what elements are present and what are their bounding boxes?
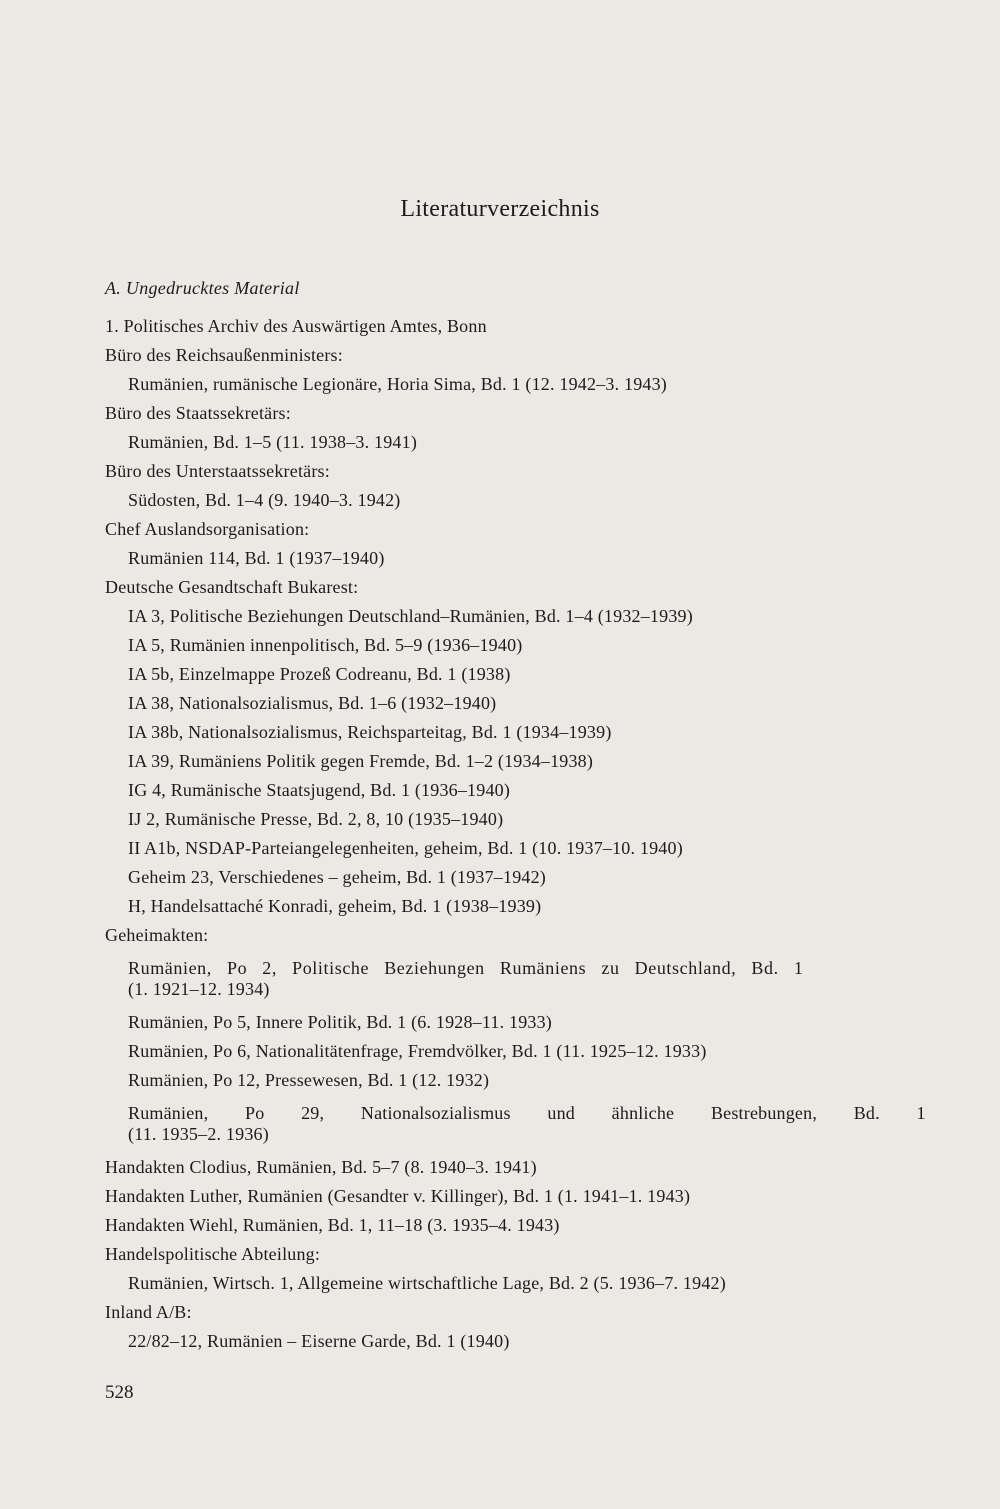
list-item: Rumänien, Po 5, Innere Politik, Bd. 1 (6. 1928–11. 1933) — [128, 1012, 553, 1032]
list-item: Rumänien, Wirtsch. 1, Allgemeine wirtschaftliche Lage, Bd. 2 (5. 1936–7. 1942) — [128, 1273, 726, 1293]
list-item: 22/82–12, Rumänien – Eiserne Garde, Bd. 1 (1940) — [128, 1331, 510, 1351]
list-item: Rumänien, Bd. 1–5 (11. 1938–3. 1941) — [128, 432, 418, 452]
list-item: Handakten Luther, Rumänien (Gesandter v. Killinger), Bd. 1 (1. 1941–1. 1943) — [105, 1186, 691, 1206]
list-item: Geheim 23, Verschiedenes – geheim, Bd. 1 (1937–1942) — [128, 867, 546, 887]
list-item: Handakten Wiehl, Rumänien, Bd. 1, 11–18 (3. 1935–4. 1943) — [105, 1215, 560, 1235]
list-item: II A1b, NSDAP-Parteiangelegenheiten, geheim, Bd. 1 (10. 1937–10. 1940) — [128, 838, 683, 858]
list-item: Rumänien, Po 6, Nationalitätenfrage, Fremdvölker, Bd. 1 (11. 1925–12. 1933) — [128, 1041, 707, 1061]
list-item-justified-first-line: Rumänien, Po 29, Nationalsozialismus und ähnliche Bestrebungen, Bd. 1 — [128, 1103, 926, 1123]
list-item: Geheimakten: — [105, 925, 209, 945]
list-item: Südosten, Bd. 1–4 (9. 1940–3. 1942) — [128, 490, 401, 510]
list-item: Inland A/B: — [105, 1302, 192, 1322]
list-item: IA 5, Rumänien innenpolitisch, Bd. 5–9 (1936–1940) — [128, 635, 523, 655]
page-number: 528 — [105, 1382, 134, 1403]
list-item: H, Handelsattaché Konradi, geheim, Bd. 1 (1938–1939) — [128, 896, 542, 916]
list-item: IA 5b, Einzelmappe Prozeß Codreanu, Bd. 1 (1938) — [128, 664, 511, 684]
list-item — [105, 950, 900, 979]
list-item: Rumänien, Po 12, Pressewesen, Bd. 1 (12. 1932) — [128, 1070, 490, 1090]
list-item — [105, 1095, 926, 1124]
bibliography-list — [105, 312, 926, 1356]
list-item-continuation: (1. 1921–12. 1934) — [128, 979, 270, 999]
list-item-justified-first-line: Rumänien, Po 2, Politische Beziehungen Rumäniens zu Deutschland, Bd. 1 — [128, 958, 804, 978]
list-item: Handelspolitische Abteilung: — [105, 1244, 321, 1264]
list-item: Rumänien, rumänische Legionäre, Horia Sima, Bd. 1 (12. 1942–3. 1943) — [128, 374, 667, 394]
list-item: Deutsche Gesandtschaft Bukarest: — [105, 577, 359, 597]
archive-heading: 1. Politisches Archiv des Auswärtigen Amtes, Bonn — [105, 316, 487, 336]
list-item: IJ 2, Rumänische Presse, Bd. 2, 8, 10 (1935–1940) — [128, 809, 504, 829]
list-item: Rumänien 114, Bd. 1 (1937–1940) — [128, 548, 385, 568]
list-item: IG 4, Rumänische Staatsjugend, Bd. 1 (1936–1940) — [128, 780, 511, 800]
list-item-continuation: (11. 1935–2. 1936) — [128, 1124, 269, 1144]
list-item: IA 38b, Nationalsozialismus, Reichsparteitag, Bd. 1 (1934–1939) — [128, 722, 612, 742]
list-item: Büro des Staatssekretärs: — [105, 403, 291, 423]
list-item: Handakten Clodius, Rumänien, Bd. 5–7 (8. 1940–3. 1941) — [105, 1157, 537, 1177]
list-item: IA 39, Rumäniens Politik gegen Fremde, Bd. 1–2 (1934–1938) — [128, 751, 594, 771]
list-item: Chef Auslandsorganisation: — [105, 519, 310, 539]
list-item: IA 38, Nationalsozialismus, Bd. 1–6 (1932–1940) — [128, 693, 497, 713]
list-item: Büro des Reichsaußenministers: — [105, 345, 343, 365]
page-title: Literaturverzeichnis — [400, 196, 600, 222]
list-item: Büro des Unterstaatssekretärs: — [105, 461, 330, 481]
list-item: IA 3, Politische Beziehungen Deutschland–Rumänien, Bd. 1–4 (1932–1939) — [128, 606, 693, 626]
section-heading: A. Ungedrucktes Material — [105, 278, 300, 298]
